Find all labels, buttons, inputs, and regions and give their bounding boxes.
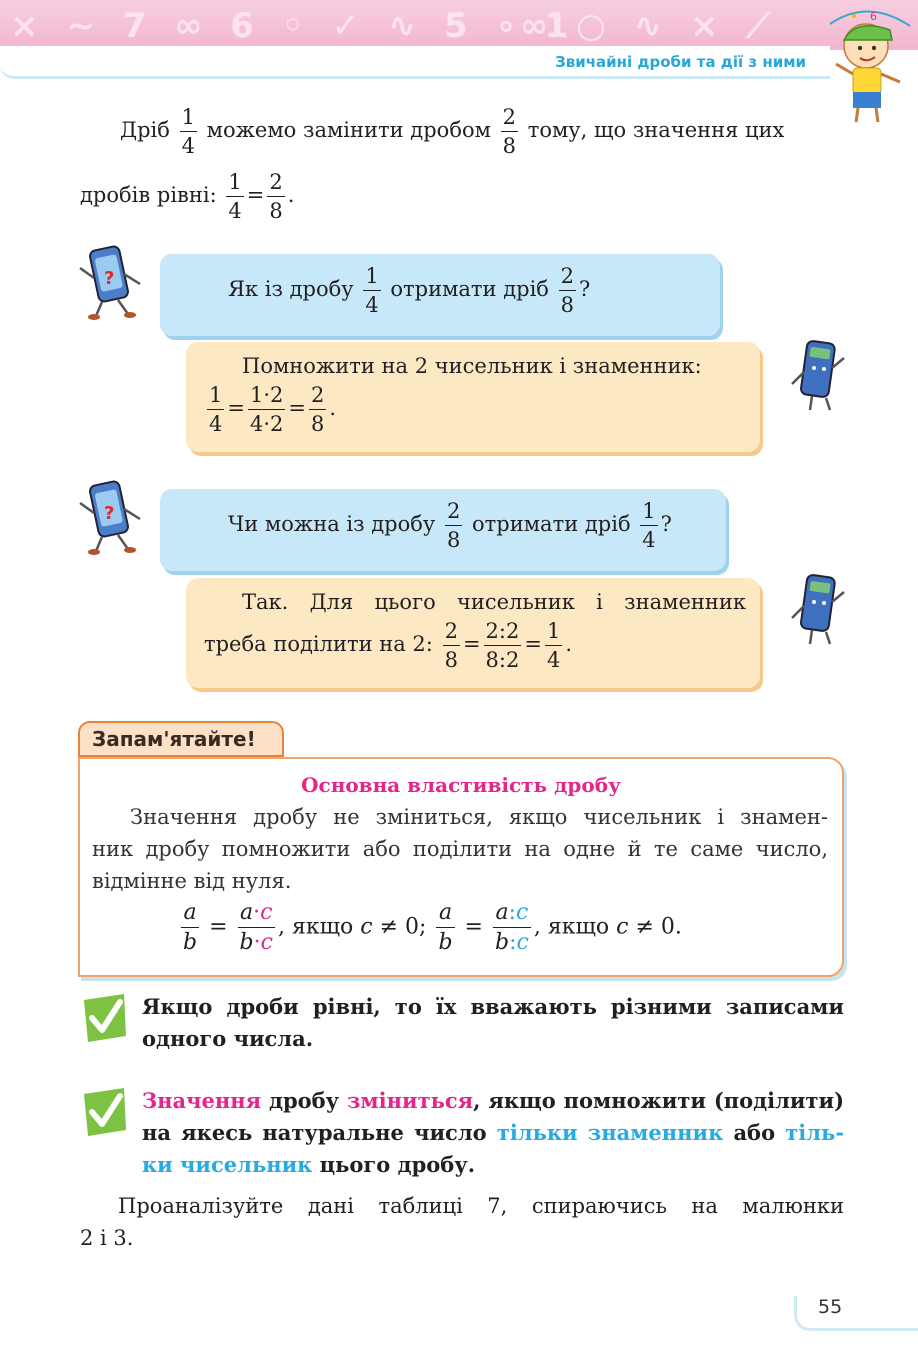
rule-line-3: відмінне від нуля. (92, 869, 292, 893)
remember-box (78, 757, 844, 977)
rule-title: Основна властивість дробу (301, 773, 621, 797)
intro-text-2: можемо замінити дробом (206, 118, 491, 143)
phone-robot-answer-icon (786, 572, 848, 648)
intro-text-1: Дріб (120, 118, 170, 143)
answer-1-equation: $\frac{1}{4}$ = $\frac{1\cdot 2}{4\cdot 2}$ = $\frac{2}{8}$ . (209, 383, 337, 437)
note-2-line-1: Значення дробу зміниться, якщо помножити (поділити) (142, 1088, 845, 1113)
answer-2-line-1: Так. Для цього чисельник і знаменник (242, 590, 746, 614)
fraction-2-8: $\frac{2}{8}$ (502, 105, 517, 159)
note-1-line-2: одного числа. (142, 1026, 314, 1051)
answer-2-equation: треба поділити на 2: $\frac{2}{8}$ = $\frac{2:2}{8:2}$ = $\frac{1}{4}$ . (204, 619, 573, 673)
answer-bubble-1 (186, 342, 760, 452)
question-bubble-1: Як із дробу $\frac{1}{4}$ отримати дріб $\frac{2}{8}$ ? (160, 254, 720, 336)
fraction-2-8: $\frac{2}{8}$ (446, 499, 461, 553)
closing-line-2: 2 і 3. (80, 1226, 134, 1250)
question-1-text-1: Як із дробу (228, 277, 354, 302)
answer-bubble-2 (186, 578, 760, 688)
fraction-2-8: $\frac{2}{8}$ (560, 264, 575, 318)
rule-line-2: ник дробу помножити або поділити на одне й те саме число, (92, 837, 828, 861)
decorative-digits: ⨯ ~ 7 ∞ 6 ◦ ✓ ∿ 5 ∘ 1 (10, 6, 577, 46)
rule-line-1: Значення дробу не зміниться, якщо чисельник і знамен- (130, 805, 828, 829)
question-1-text-2: отримати дріб (390, 277, 549, 302)
closing-line-1: Проаналізуйте дані таблиці 7, спираючись на малюнки (118, 1194, 844, 1218)
page-label: 6 (870, 10, 877, 23)
fraction-2-8: $\frac{2}{8}$ (269, 170, 283, 224)
answer-1-line-1: Помножити на 2 чисельник і знаменник: (242, 354, 702, 378)
phone-robot-question-icon (78, 244, 148, 322)
page-number-tab (794, 1296, 918, 1331)
fraction-1-4: $\frac{1}{4}$ (181, 105, 195, 159)
decorative-shapes: ∞ ○ ∿ ⨯ ⟋ (520, 6, 779, 46)
phone-robot-answer-icon (786, 338, 848, 414)
note-1-line-1: Якщо дроби рівні, то їх вважають різними записами (142, 994, 844, 1019)
svg-text:?: ? (104, 268, 115, 289)
checkmark-icon (80, 1086, 130, 1138)
remember-tab: Запам'ятайте! (78, 721, 284, 757)
note-2-line-3: ки чисельник цього дробу. (142, 1152, 476, 1177)
fraction-1-4: $\frac{1}{4}$ (642, 499, 656, 553)
note-2-line-2: на якесь натуральне число тільки знаменник або тіль- (142, 1120, 845, 1145)
fraction-1-4: $\frac{1}{4}$ (228, 170, 242, 224)
question-2-text-1: Чи можна із дробу (228, 512, 436, 537)
svg-text:?: ? (104, 503, 115, 524)
phone-robot-question-icon (78, 479, 148, 557)
running-title: Звичайні дроби та дії з ними (555, 53, 806, 71)
checkmark-icon (80, 992, 130, 1044)
rule-formula: $\frac{a}{b}$ = $\frac{a\cdot c}{b\cdot c}$ , якщо c ≠ 0; $\frac{a}{b}$ = $\frac{a:c}{b:c}$ , якщо c ≠ 0. (183, 900, 682, 956)
page-number: 55 (818, 1296, 843, 1318)
intro-text-3: тому, що значення цих (527, 118, 785, 143)
question-bubble-2: Чи можна із дробу $\frac{2}{8}$ отримати дріб $\frac{1}{4}$ ? (160, 489, 726, 571)
fraction-1-4: $\frac{1}{4}$ (365, 264, 379, 318)
question-2-text-2: отримати дріб (472, 512, 631, 537)
intro-paragraph: Дріб $\frac{1}{4}$ можемо замінити дробом $\frac{2}{8}$ тому, що значення цих дробів рівні: $\frac{1}{4}$ = $\frac{2}{8}$ . (80, 105, 785, 224)
header-band (0, 0, 918, 50)
intro-text-4: дробів рівні: (80, 183, 217, 208)
